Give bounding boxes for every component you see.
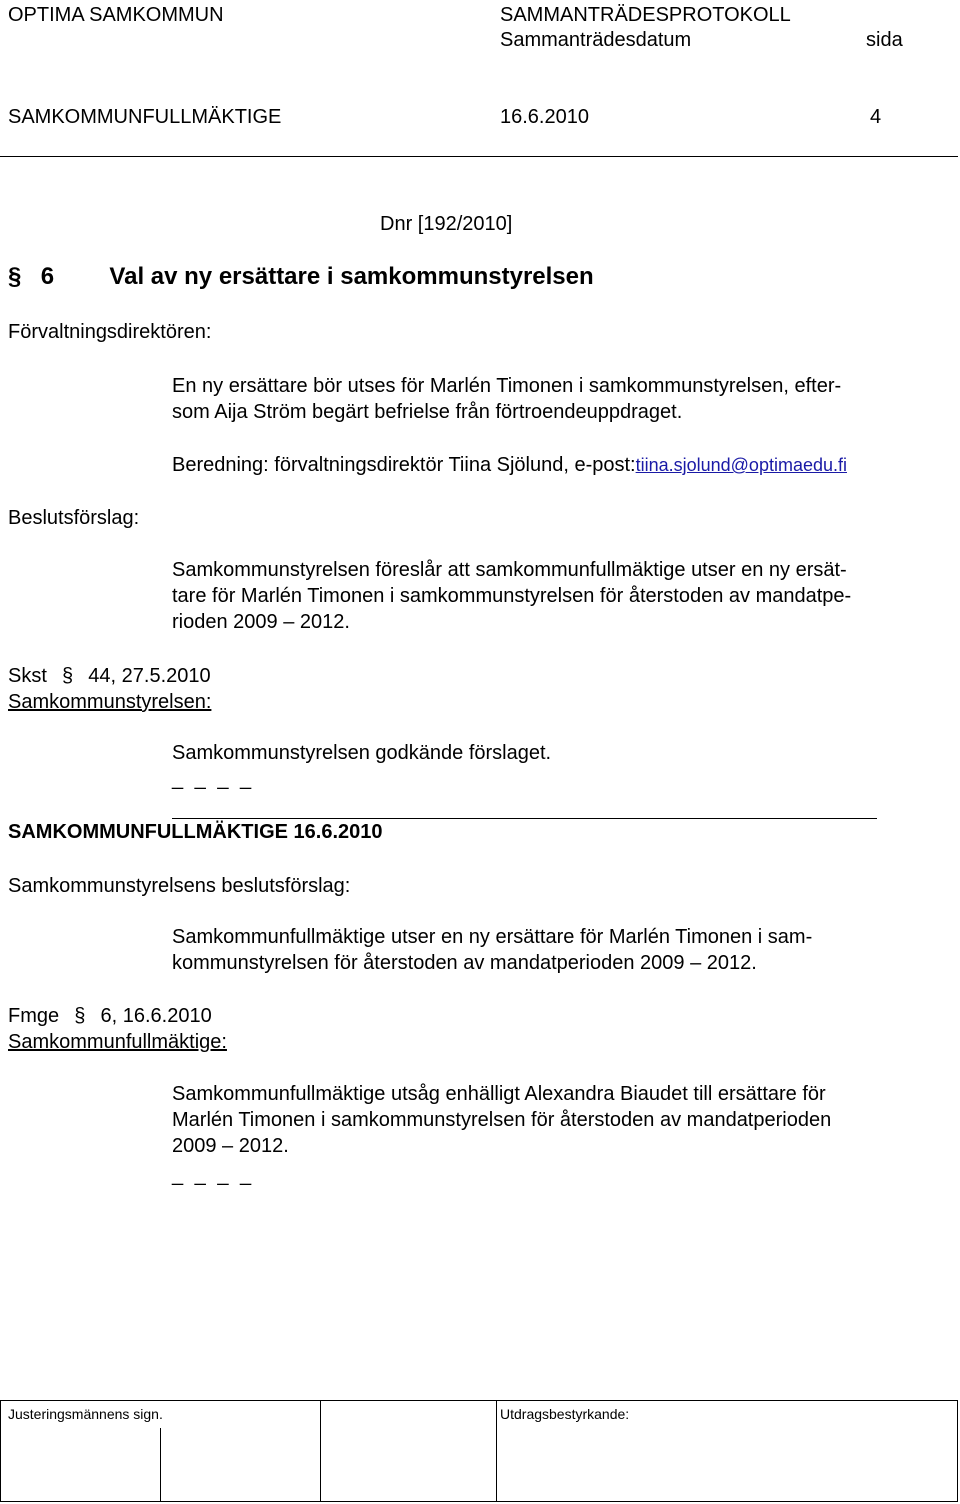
dnr: Dnr [192/2010] xyxy=(380,213,513,235)
section-rule xyxy=(172,818,877,819)
table-border-left xyxy=(0,1400,1,1502)
table-border-top xyxy=(0,1400,958,1401)
signature-table xyxy=(0,1400,958,1502)
paragraph-proposal-background: En ny ersättare bör utses för Marlén Timonen i samkommunstyrelsen, efter- som Aija Ström begärt befrielse från förtroendeuppdraget. xyxy=(172,375,842,423)
table-divider xyxy=(160,1428,161,1502)
section-heading xyxy=(8,262,594,292)
document-type: SAMMANTRÄDESPROTOKOLL xyxy=(500,4,791,26)
meeting-date: 16.6.2010 xyxy=(500,106,589,128)
meeting-date-label: Sammanträdesdatum xyxy=(500,29,692,51)
utdrag-label: Utdragsbestyrkande: xyxy=(500,1406,630,1422)
label-samkommunfullmaktige: Samkommunfullmäktige: xyxy=(8,1031,227,1053)
fullmaktige-heading: SAMKOMMUNFULLMÄKTIGE 16.6.2010 xyxy=(8,821,383,843)
label-samkommunstyrelsen: Samkommunstyrelsen: xyxy=(8,691,212,713)
label-beslutsforslag: Beslutsförslag: xyxy=(8,507,140,529)
beredning-text: Beredning: förvaltningsdirektör Tiina Sjölund, e-post: xyxy=(172,454,636,476)
section-number: 6 xyxy=(40,263,55,290)
justering-label: Justeringsmännens sign. xyxy=(8,1406,163,1422)
separator-dashes: _ _ _ _ xyxy=(172,768,255,790)
page-label: sida xyxy=(866,29,903,51)
label-styrelsens-beslutsforslag: Samkommunstyrelsens beslutsförslag: xyxy=(8,875,351,897)
paragraph-styrelsens-forslag: Samkommunfullmäktige utser en ny ersättare för Marlén Timonen i sam- kommunstyrelsen för återstoden av mandatperioden 2009 – 2012. xyxy=(172,926,813,974)
beredning-line xyxy=(172,452,847,478)
table-border-bottom xyxy=(0,1501,958,1502)
label-fmge: Fmge § 6, 16.6.2010 xyxy=(8,1005,212,1027)
section-sign: § xyxy=(62,665,74,687)
email-link[interactable]: tiina.sjolund@optimaedu.fi xyxy=(635,455,847,475)
page-number: 4 xyxy=(870,106,882,128)
label-skst: Skst § 44, 27.5.2010 xyxy=(8,665,211,687)
paragraph-fullmaktige-decision: Samkommunfullmäktige utsåg enhälligt Alexandra Biaudet till ersättare för Marlén Timonen i samkommunstyrelsen för återstoden av mandatperioden 2009 – 2012. xyxy=(172,1083,832,1157)
table-divider xyxy=(496,1400,497,1502)
paragraph-beslutsforslag: Samkommunstyrelsen föreslår att samkommunfullmäktige utser en ny ersät- tare för Marlén Timonen i samkommunstyrelsen för återstoden av mandatpe- rioden 2009 – 2012. xyxy=(172,559,852,633)
header-divider xyxy=(0,156,958,157)
org-name: OPTIMA SAMKOMMUN xyxy=(8,4,224,26)
body-name: SAMKOMMUNFULLMÄKTIGE xyxy=(8,106,282,128)
section-sign: § xyxy=(8,263,22,290)
table-border-right xyxy=(957,1400,958,1502)
label-forvaltningsdirektoren: Förvaltningsdirektören: xyxy=(8,321,212,343)
table-divider xyxy=(320,1400,321,1502)
section-title: Val av ny ersättare i samkommunstyrelsen xyxy=(109,263,594,290)
paragraph-styrelsen-decision: Samkommunstyrelsen godkände förslaget. xyxy=(172,742,552,764)
separator-dashes: _ _ _ _ xyxy=(172,1164,255,1186)
section-sign: § xyxy=(74,1005,86,1027)
